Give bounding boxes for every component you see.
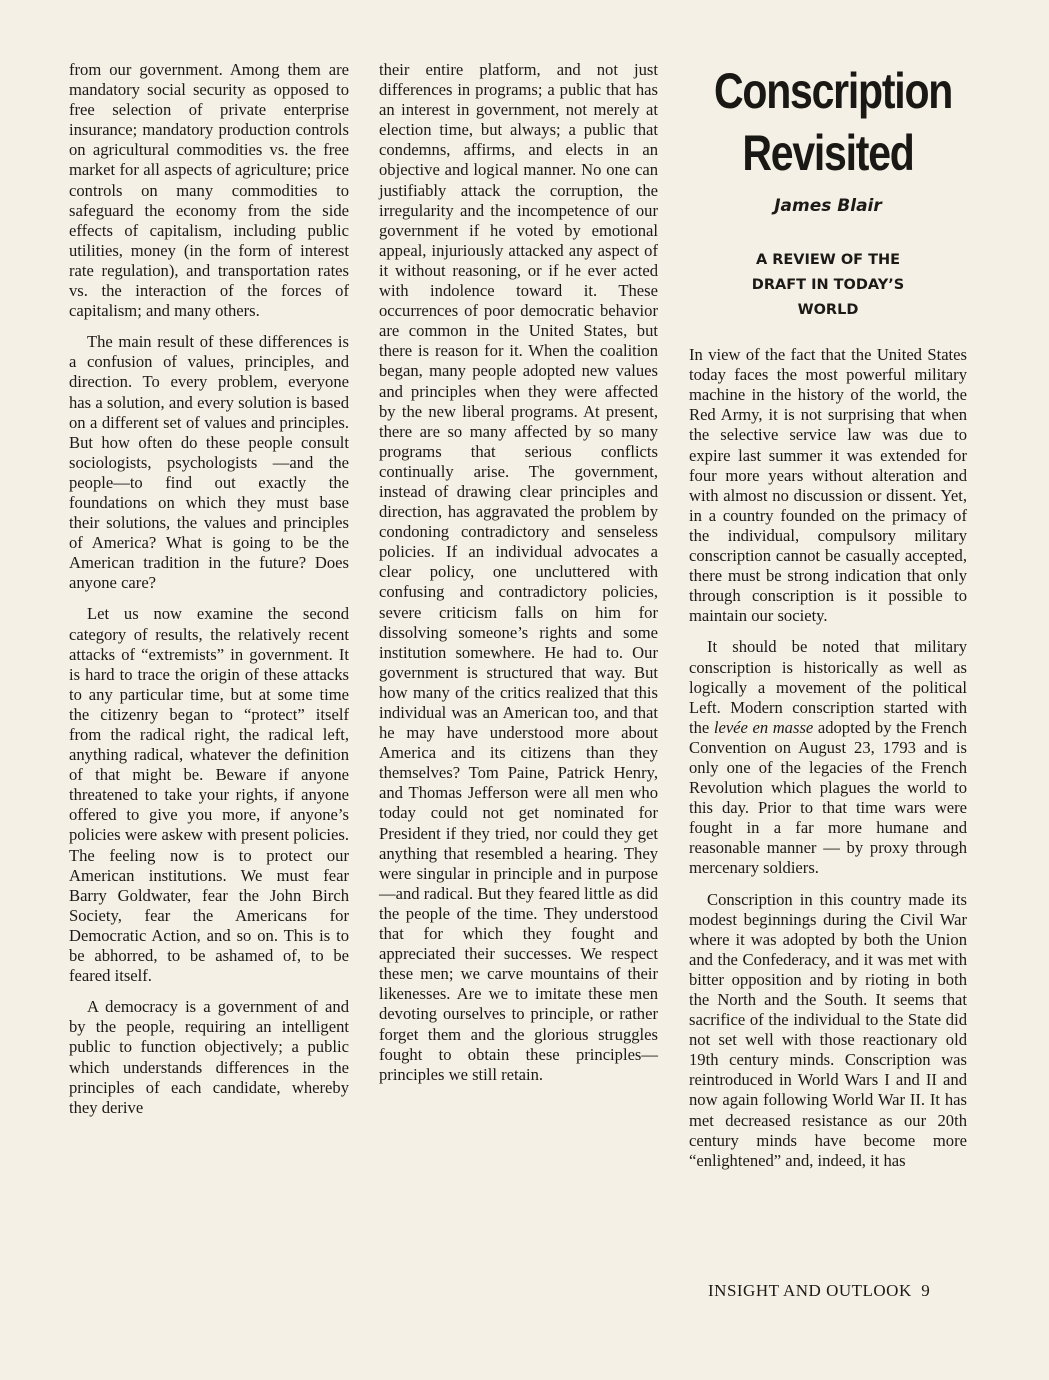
paragraph: A democracy is a government of and by the people, requiring an intelligent public to function objectively; a public which understands differences in the principles of each candidate, whereby they derive [69, 997, 349, 1117]
title-line: Conscription [714, 63, 953, 119]
paragraph: Conscription in this country made its modest beginnings during the Civil War where it was adopted by both the Union and the Confederacy, and it was met with bitter opposition and by rioting in both the North and the South. It seems that sacrifice of the individual to the State did not set well with those reactionary old 19th century minds. Conscription was reintroduced in World Wars I and II and now again following World War II. It has met decreased resistance as our 20th century minds have become more “enlightened” and, indeed, it has [689, 889, 967, 1170]
italic-phrase: levée en masse [713, 717, 814, 737]
article-title [714, 60, 953, 184]
paragraph: from our government. Among them are mandatory social security as opposed to free selection of private enterprise insurance; mandatory production controls on agricultural commodities vs. the free market for all aspects of agriculture; price controls on many commodities to safeguard the economy from the side effects of capitalism, including public utilities, money (in the form of interest rate regulation), and transportation rates vs. the interaction of the forces of capitalism; and many others. [69, 60, 349, 321]
subhead-line: WORLD [797, 302, 859, 319]
title-line: Revisited [742, 125, 914, 181]
text-run: adopted by the French Convention on August 23, 1793 and is only one of the legacies of the French Revolution which plagues the world to this day. Prior to that time wars were fought in a far more humane and reasonable manner — by proxy through mercenary soldiers. [689, 717, 967, 878]
subhead-line: DRAFT IN TODAY’S [751, 277, 905, 294]
page-number: 9 [921, 1281, 931, 1300]
paragraph [689, 637, 967, 878]
column-left [69, 60, 349, 1129]
column-middle [379, 60, 658, 1096]
paragraph: their entire platform, and not just differences in programs; a public that has an interest in government, not merely at election time, but always; a public that condemns, affirms, and elects in an objective and logical manner. No one can justifiably attack the corruption, the irregularity and the incompetence of our government if he voted by emotional appeal, injuriously attacked any aspect of it without reasoning, or if he ever acted with indolence toward it. These occurrences of poor democratic behavior are common in the United States, but there is reason for it. When the coalition began, many people adopted new values and principles when they were affected by the new liberal programs. At present, there are so many affected by so many programs that serious conflicts continually arise. The government, instead of drawing clear principles and direction, has aggravated the problem by condoning contradictory and senseless policies. If an individual advocates a clear policy, one uncluttered with confusing and contradictory policies, severe criticism falls on him for dissolving someone’s rights and some institution somewhere. He had to. Our government is structured that way. But how many of the critics realized that this individual was an American too, and that he may have understood more about America and its citizens than they themselves? Tom Paine, Patrick Henry, and Thomas Jefferson were all men who today could not get nominated for President if they tried, nor could they get anything that resembled a hearing. They were singular in principle and in purpose—and radical. But they feared little as did the people of the time. They understood that for which they fought and appreciated their successes. We respect these men; we carve mountains of their likenesses. Are we to imitate these men devoting ourselves to principle, or rather forget them and the glorious struggles fought to obtain these principles— principles we still retain. [379, 60, 658, 1084]
publication-name: INSIGHT AND OUTLOOK [708, 1281, 912, 1300]
paragraph: In view of the fact that the United States today faces the most powerful military machine in the history of the world, the Red Army, it is not surprising that when the selective service law was due to expire last summer it was extended for four more years without alteration and with almost no discussion or dissent. Yet, in a country founded on the primacy of the individual, compulsory military conscription cannot be casually accepted, there must be strong indication that only through conscription is it possible to maintain our society. [689, 345, 967, 626]
page-footer [708, 1281, 930, 1301]
text-run: It should be noted that military conscription is historically as well as logically a movement of the political Left. Modern conscription started with the [689, 637, 967, 737]
author-byline: James Blair [774, 196, 882, 216]
subhead-line: A REVIEW OF THE [755, 252, 901, 269]
paragraph: The main result of these differences is a confusion of values, principles, and direction. To every problem, everyone has a solution, and every solution is based on a different set of values and principles. But how often do these people consult sociologists, psychologists —and the people—to find out exactly the foundations on which they must base their solutions, the values and principles of America? What is going to be the American tradition in the future? Does anyone care? [69, 332, 349, 593]
paragraph: Let us now examine the second category of results, the relatively recent attacks of “extremists” in government. It is hard to trace the origin of these attacks to any particular time, but at some time the citizenry began to “protect” itself from the radical right, the radical left, anything radical, whatever the definition of that might be. Beware if anyone threatened to take your rights, if anyone offered to give you more, if anyone’s policies were askew with present policies. The feeling now is to protect our American institutions. We must fear Barry Goldwater, fear the John Birch Society, fear the Americans for Democratic Action, and so on. This is to be abhorred, to be ashamed of, to be feared itself. [69, 604, 349, 986]
article-subhead [689, 248, 967, 323]
column-right [689, 60, 967, 1182]
